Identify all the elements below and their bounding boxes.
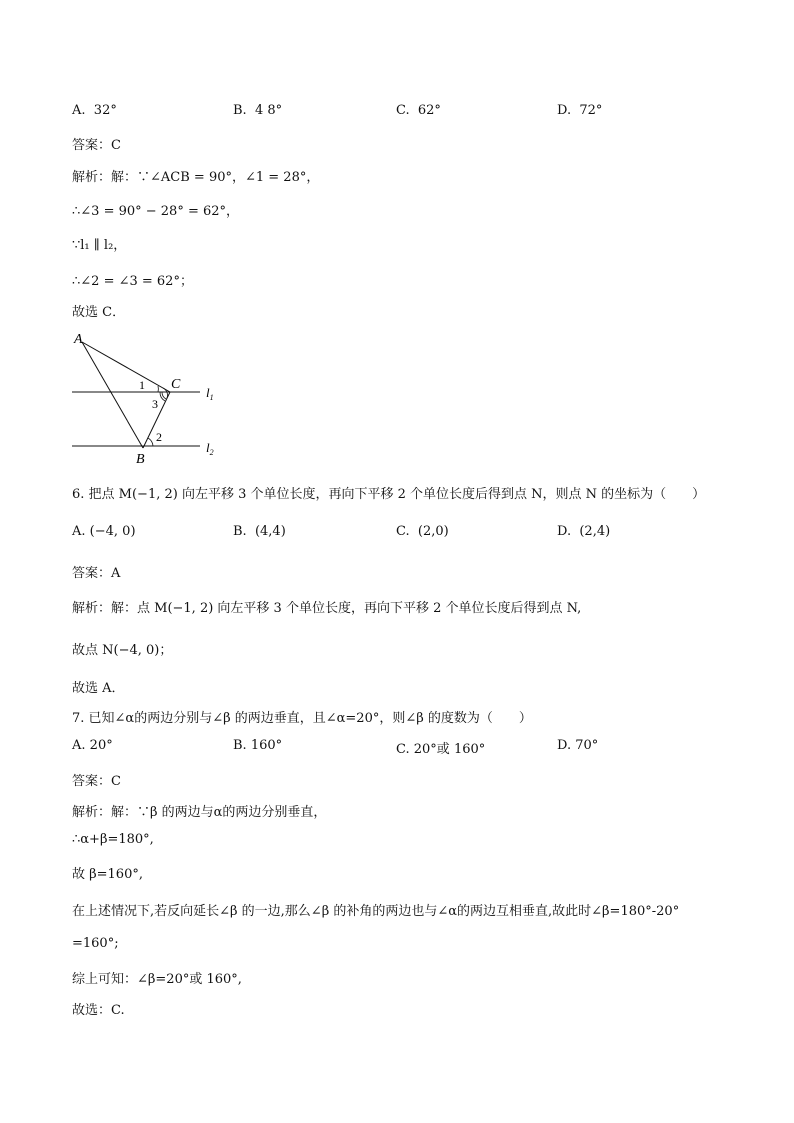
angle-arc-3 [162, 392, 166, 399]
q7-solution-line-4: 在上述情况下,若反向延长∠β 的一边,那么∠β 的补角的两边也与∠α的两边互相垂直,故此时∠β=180°-20° [72, 904, 680, 919]
label-angle-3: 3 [152, 397, 158, 411]
q7-solution-line-6: 综上可知：∠β=20°或 160°, [72, 972, 242, 987]
segment-ac [82, 342, 170, 392]
q5-option-c: C. 62° [396, 103, 441, 118]
label-a: A [74, 332, 83, 347]
q5-option-a: A. 32° [72, 103, 117, 118]
q5-option-b: B. 4 8° [233, 103, 283, 118]
q7-solution-line-1: 解析：解：∵β 的两边与α的两边分别垂直， [72, 805, 327, 820]
q5-geometry-figure [66, 326, 246, 466]
q6-option-b: B. (4,4) [233, 524, 286, 539]
q6-option-c: C. (2,0) [396, 524, 449, 539]
q7-option-b: B. 160° [233, 738, 283, 753]
q5-answer: 答案：C [72, 138, 121, 153]
label-l1: $l_1$ [206, 385, 214, 402]
label-l2: $l_2$ [206, 440, 214, 457]
segment-ab [82, 342, 143, 448]
q6-solution-line-3: 故选 A． [72, 681, 125, 696]
q7-solution-line-2: ∴α+β=180°, [72, 832, 154, 847]
q7-question: 7. 已知∠α的两边分别与∠β 的两边垂直，且∠α=20°，则∠β 的度数为（ ） [72, 711, 532, 726]
q7-solution-line-5: =160°; [72, 936, 119, 951]
label-c: C [171, 377, 181, 392]
q7-solution-line-3: 故 β=160°, [72, 867, 143, 882]
label-angle-2: 2 [156, 430, 162, 444]
q7-solution-line-7: 故选：C. [72, 1003, 125, 1018]
label-angle-1: 1 [139, 378, 145, 392]
q6-option-a: A. (−4, 0) [72, 524, 136, 539]
q6-solution-line-1: 解析：解：点 M(−1, 2) 向左平移 3 个单位长度，再向下平移 2 个单位长度后得到点 N, [72, 601, 582, 616]
q5-option-d: D. 72° [557, 103, 603, 118]
q6-answer: 答案：A [72, 566, 121, 581]
q5-solution-line-1: 解析：解：∵∠ACB = 90°，∠1 = 28°， [72, 170, 320, 185]
q5-solution-line-2: ∴∠3 = 90° − 28° = 62°， [72, 204, 240, 219]
angle-arc-3b [160, 392, 165, 401]
q5-solution-line-4: ∴∠2 = ∠3 = 62°； [72, 274, 193, 289]
q7-option-a: A. 20° [72, 738, 113, 753]
q5-solution-line-5: 故选 C． [72, 305, 126, 320]
q6-option-d: D. (2,4) [557, 524, 611, 539]
q6-question: 6. 把点 M(−1, 2) 向左平移 3 个单位长度，再向下平移 2 个单位长度后得到点 N，则点 N 的坐标为（ ） [72, 487, 706, 502]
q7-answer: 答案：C [72, 774, 121, 789]
q5-solution-line-3: ∵l₁ ∥ l₂， [72, 238, 127, 253]
angle-arc-2 [148, 438, 153, 446]
q7-option-d: D. 70° [557, 738, 599, 753]
q6-solution-line-2: 故点 N(−4, 0)； [72, 643, 173, 658]
q7-option-c: C. 20°或 160° [396, 742, 486, 757]
label-b: B [136, 452, 145, 466]
